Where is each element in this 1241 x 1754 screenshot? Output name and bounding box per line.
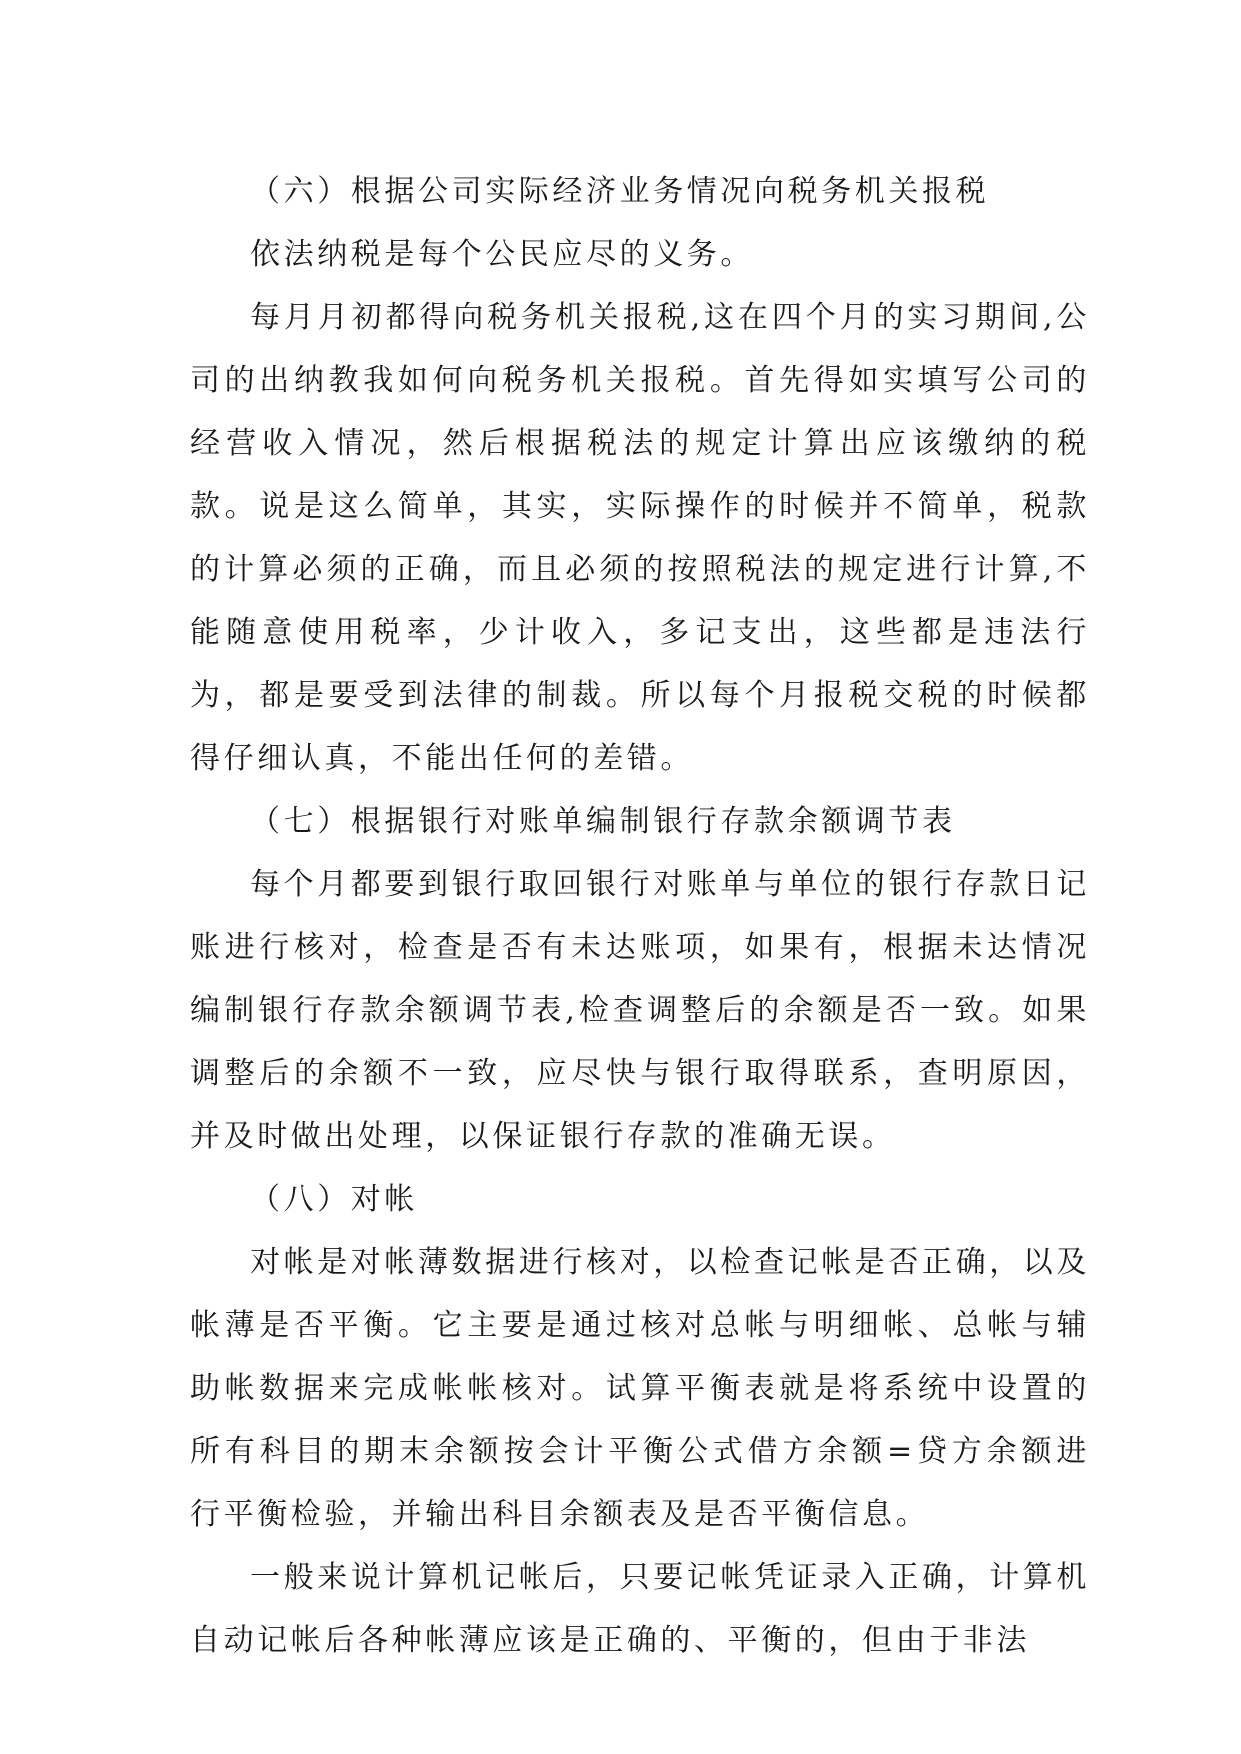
paragraph: 一般来说计算机记帐后，只要记帐凭证录入正确，计算机自动记帐后各种帐薄应该是正确的、平衡的，但由于非法 <box>190 1560 1090 1658</box>
section-heading-7: （七）根据银行对账单编制银行存款余额调节表 <box>250 804 956 839</box>
paragraph: 对帐是对帐薄数据进行核对，以检查记帐是否正确，以及帐薄是否平衡。它主要是通过核对总帐与明细帐、总帐与辅助帐数据来完成帐帐核对。试算平衡表就是将系统中设置的所有科目的期末余额按会计平衡公式借方余额=贷方余额进行平衡检验，并输出科目余额表及是否平衡信息。 <box>190 1245 1090 1532</box>
document-body <box>190 160 1090 1672</box>
paragraph: 依法纳税是每个公民应尽的义务。 <box>250 237 754 272</box>
section-heading-6: （六）根据公司实际经济业务情况向税务机关报税 <box>250 174 990 209</box>
section-heading-8: （八）对帐 <box>250 1182 418 1217</box>
paragraph: 每月月初都得向税务机关报税,这在四个月的实习期间,公司的出纳教我如何向税务机关报税。首先得如实填写公司的经营收入情况，然后根据税法的规定计算出应该缴纳的税款。说是这么简单，其实，实际操作的时候并不简单，税款的计算必须的正确，而且必须的按照税法的规定进行计算,不能随意使用税率，少计收入，多记支出，这些都是违法行为，都是要受到法律的制裁。所以每个月报税交税的时候都得仔细认真，不能出任何的差错。 <box>190 300 1090 776</box>
paragraph: 每个月都要到银行取回银行对账单与单位的银行存款日记账进行核对，检查是否有未达账项，如果有，根据未达情况编制银行存款余额调节表,检查调整后的余额是否一致。如果调整后的余额不一致，应尽快与银行取得联系，查明原因，并及时做出处理，以保证银行存款的准确无误。 <box>190 867 1090 1154</box>
